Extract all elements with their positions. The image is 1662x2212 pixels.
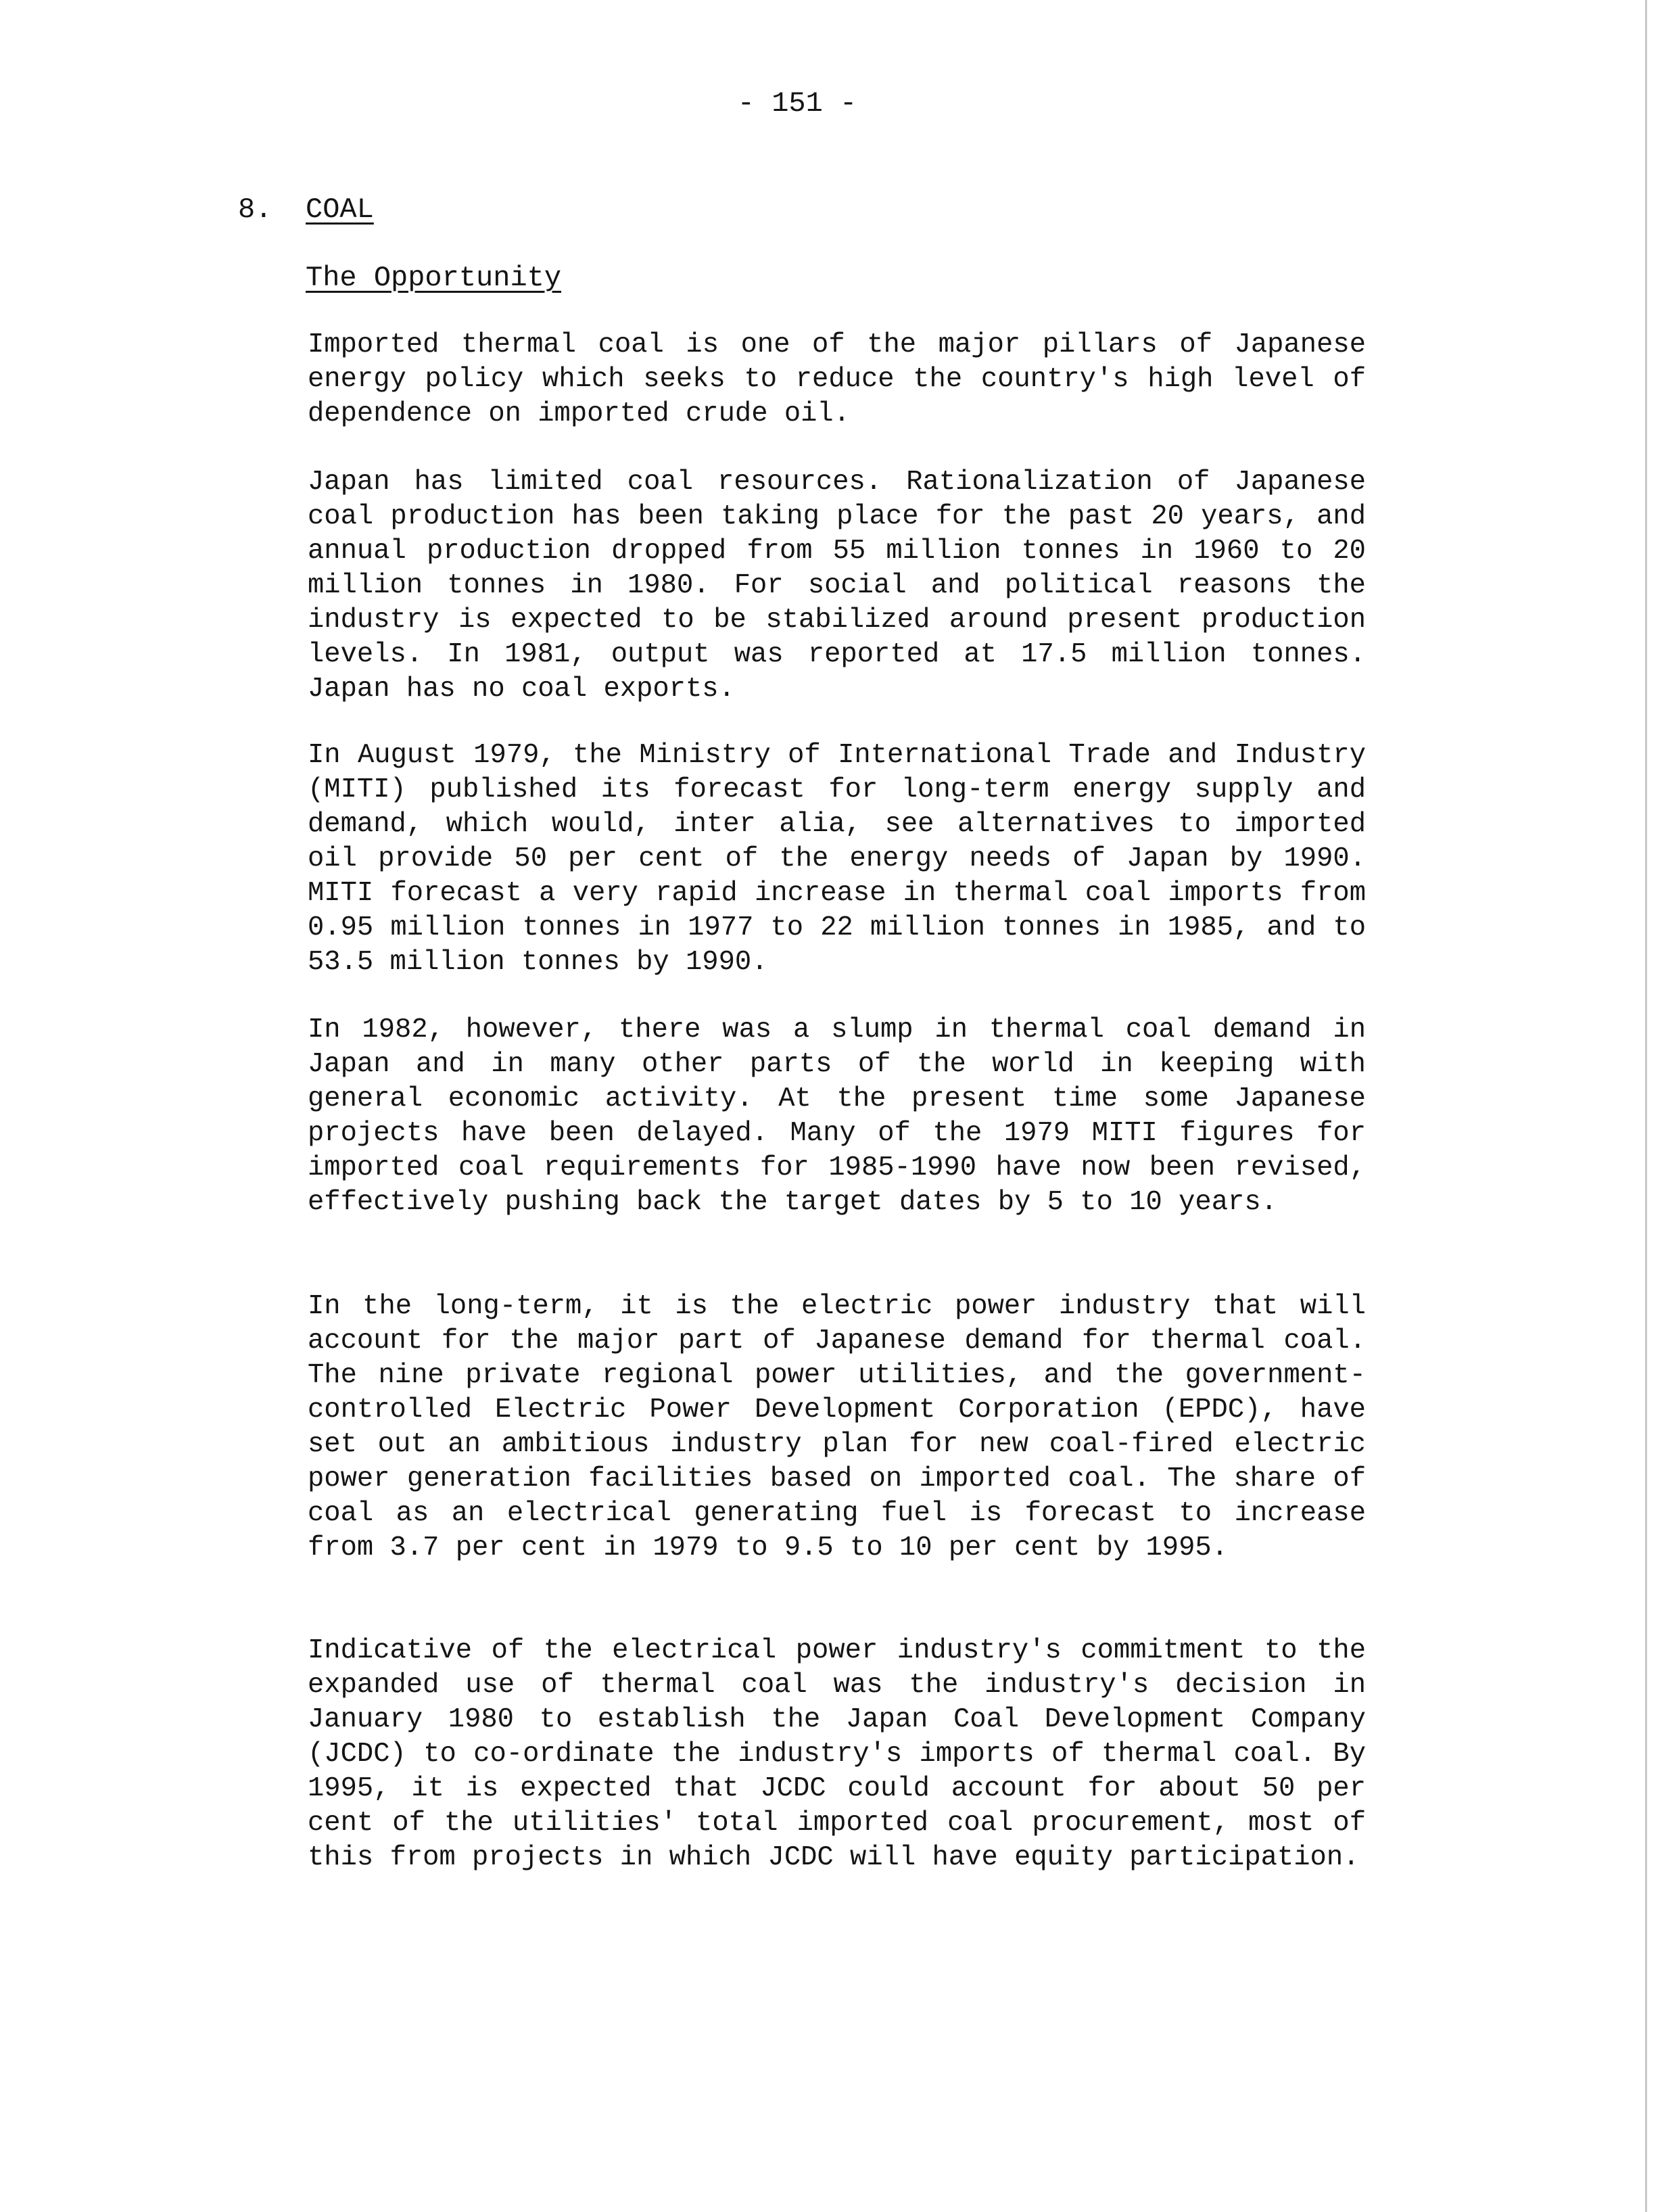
section-title: COAL [306,193,374,226]
paragraph-5: In the long-term, it is the electric power industry that will account for the major part of Japanese demand for thermal coal. The nine private regional power utilities, and the government-controlled Electric Power Development Corporation (EPDC), have set out an ambitious industry plan for new coal-fired electric power generation facilities based on imported coal. The share of coal as an electrical generating fuel is forecast to increase from 3.7 per cent in 1979 to 9.5 to 10 per cent by 1995. [308,1291,1366,1563]
section-number: 8. [238,193,272,226]
paragraph-2: Japan has limited coal resources. Rationalization of Japanese coal production has been taking place for the past 20 years, and annual production dropped from 55 million tonnes in 1960 to 20 million tonnes in 1980. For social and political reasons the industry is expected to be stabilized around present production levels. In 1981, output was reported at 17.5 million tonnes. Japan has no coal exports. [308,467,1366,705]
paragraph-1: Imported thermal coal is one of the major pillars of Japanese energy policy which seeks to reduce the country's high level of dependence on imported crude oil. [308,329,1366,429]
page-edge-line [1645,0,1647,2212]
page-number: - 151 - [737,87,857,120]
paragraph-3: In August 1979, the Ministry of International Trade and Industry (MITI) published its forecast for long-term energy supply and demand, which would, inter alia, see alternatives to imported oil provide 50 per cent of the energy needs of Japan by 1990. MITI forecast a very rapid increase in thermal coal imports from 0.95 million tonnes in 1977 to 22 million tonnes in 1985, and to 53.5 million tonnes by 1990. [308,740,1366,978]
paragraph-4: In 1982, however, there was a slump in thermal coal demand in Japan and in many other parts of the world in keeping with general economic activity. At the present time some Japanese projects have been delayed. Many of the 1979 MITI figures for imported coal requirements for 1985-1990 have now been revised, effectively pushing back the target dates by 5 to 10 years. [308,1014,1366,1218]
paragraph-6: Indicative of the electrical power industry's commitment to the expanded use of thermal coal was the industry's decision in January 1980 to establish the Japan Coal Development Company (JCDC) to co-ordinate the industry's imports of thermal coal. By 1995, it is expected that JCDC could account for about 50 per cent of the utilities' total imported coal procurement, most of this from projects in which JCDC will have equity participation. [308,1635,1366,1873]
subheading-the-opportunity: The Opportunity [306,262,562,294]
